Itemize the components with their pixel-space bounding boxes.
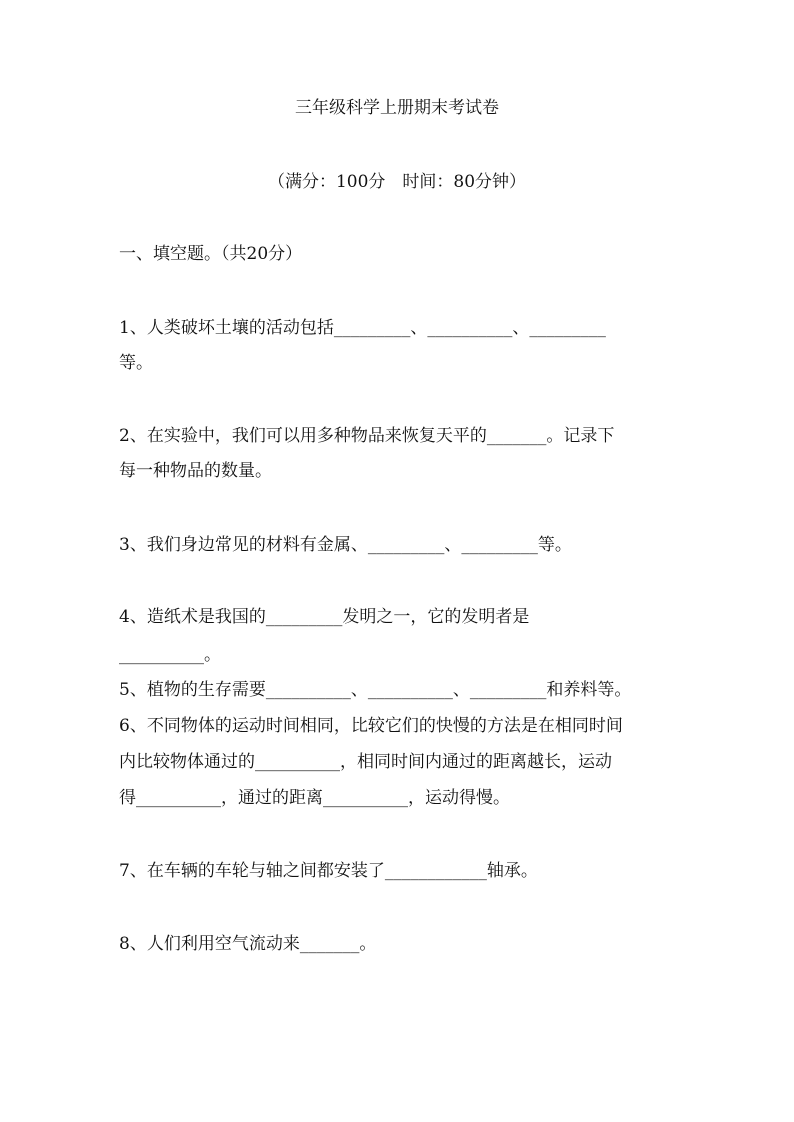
question-8-line-1: 8、人们利用空气流动来_______。 [119, 934, 377, 954]
question-2-line-2: 每一种物品的数量。 [119, 461, 272, 481]
question-6-line-1: 6、不同物体的运动时间相同，比较它们的快慢的方法是在相同时间 [119, 716, 623, 736]
question-5-line-1: 5、植物的生存需要__________、__________、_________和养料等。 [119, 680, 632, 700]
question-1-line-1: 1、人类破坏土壤的活动包括_________、__________、_________ [119, 318, 606, 338]
question-7-line-1: 7、在车辆的车轮与轴之间都安装了____________轴承。 [119, 861, 538, 881]
question-6-line-2: 内比较物体通过的__________，相同时间内通过的距离越长，运动 [119, 752, 612, 772]
question-6-line-3: 得__________，通过的距离__________，运动得慢。 [119, 788, 510, 808]
question-1-line-2: 等。 [119, 353, 153, 373]
section-heading: 一、填空题。（共20分） [119, 244, 303, 264]
question-3-line-1: 3、我们身边常见的材料有金属、_________、_________等。 [119, 535, 572, 555]
question-2-line-1: 2、在实验中，我们可以用多种物品来恢复天平的_______。记录下 [119, 426, 615, 446]
exam-title: 三年级科学上册期末考试卷 [295, 98, 499, 118]
question-4-line-2: __________。 [119, 645, 221, 665]
question-4-line-1: 4、造纸术是我国的_________发明之一，它的发明者是 [119, 607, 530, 627]
exam-subtitle: （满分：100分 时间：80分钟） [267, 172, 527, 192]
